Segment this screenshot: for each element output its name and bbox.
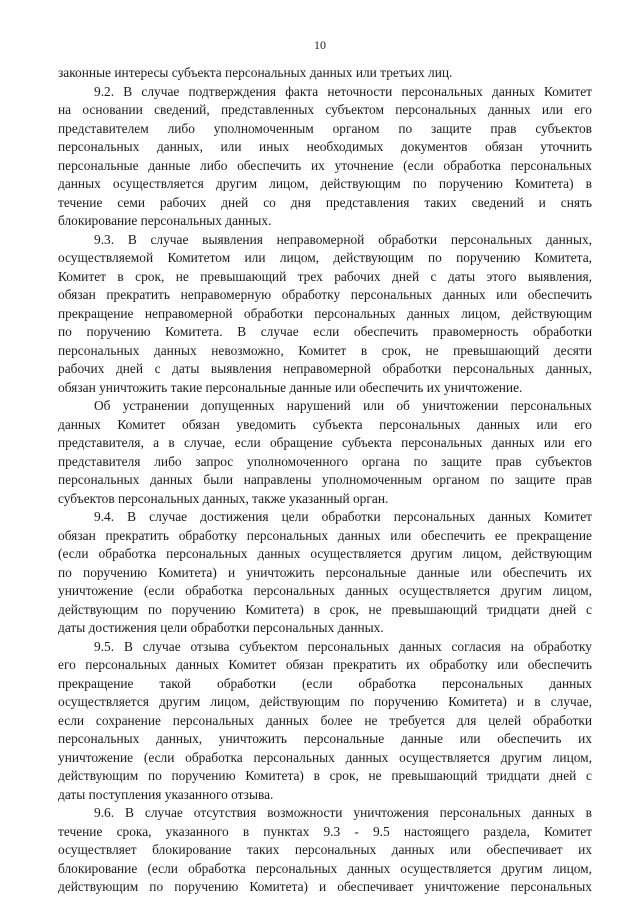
text-line: представителя, а в случае, если обращение субъекта персональных данных или его (58, 435, 592, 450)
page-number: 10 (314, 38, 326, 52)
text-line: персональные данные либо обеспечить их уточнение (если обработка персональных (58, 157, 592, 173)
text-line: персональных данных, или иных необходимых документов обязан уточнить (58, 139, 592, 154)
text-line: обязан прекратить неправомерную обработку персональных данных или обеспечить (58, 287, 592, 302)
text-line: данных Комитет обязан уведомить субъекта персональных данных или его (58, 416, 592, 432)
text-line: осуществляемой Комитетом или лицом, действующим по поручению Комитета, (58, 250, 592, 265)
text-line: 9.6. В случае отсутствия возможности уничтожения персональных данных в (94, 805, 592, 820)
text-line: 9.3. В случае выявления неправомерной обработки персональных данных, (94, 231, 592, 247)
text-line: даты достижения цели обработки персональных данных. (58, 620, 384, 635)
text-line: на основании сведений, представленных субъектом персональных данных или его (58, 102, 592, 117)
text-line: действующим по поручению Комитета) в срок, не превышающий тридцати дней с (58, 601, 592, 617)
text-line: 9.5. В случае отзыва субъектом персональных данных согласия на обработку (94, 638, 592, 654)
text-line: прекращение неправомерной обработки персональных данных лицом, действующим (58, 305, 592, 321)
text-line: персональных данных были направлены уполномоченным органом по защите прав (58, 472, 592, 487)
text-line: персональных данных, уничтожить персональные данные или обеспечить их (58, 731, 592, 746)
text-line: обязан уничтожить такие персональные данные или обеспечить их уничтожение. (58, 379, 523, 395)
text-line: 9.4. В случае достижения цели обработки персональных данных Комитет (94, 509, 592, 524)
text-line: блокирование (если обработка персональных данных осуществляется другим лицом, (58, 860, 592, 876)
text-line: если сохранение персональных данных более не требуется для целей обработки (58, 712, 592, 728)
text-line: прекращение такой обработки (если обработка персональных данных (58, 675, 592, 691)
text-line: уничтожение (если обработка персональных данных осуществляется другим лицом, (58, 583, 592, 598)
text-line: представителя либо запрос уполномоченного органа по защите прав субъектов (58, 453, 592, 469)
text-line: субъектов персональных данных, также указанный орган. (58, 490, 389, 506)
text-line: осуществляется другим лицом, действующим по поручению Комитета) и в случае, (58, 694, 592, 709)
text-line: действующим по поручению Комитета) и обеспечивает уничтожение персональных (58, 879, 592, 894)
text-line: персональных данных невозможно, Комитет в срок, не превышающий десяти (58, 342, 592, 358)
text-line: рабочих дней с даты выявления неправомерной обработки персональных данных, (58, 361, 592, 376)
text-line: представителем либо уполномоченным органом по защите прав субъектов (58, 120, 592, 136)
text-line: осуществляет блокирование таких персональных данных или обеспечивает их (58, 842, 592, 857)
text-line: даты поступления указанного отзыва. (58, 786, 274, 802)
text-line: блокирование персональных данных. (58, 213, 272, 228)
text-line: течение семи рабочих дней со дня представления таких сведений и снять (58, 194, 592, 210)
text-line: по поручению Комитета. В случае если обеспечить правомерность обработки (58, 324, 592, 339)
text-line: (если обработка персональных данных осуществляется другим лицом, действующим (58, 546, 592, 561)
text-line: его персональных данных Комитет обязан прекратить их обработку или обеспечить (58, 657, 592, 672)
text-line: Комитет в срок, не превышающий трех рабочих дней с даты этого выявления, (58, 268, 592, 284)
text-line: по поручению Комитета) и уничтожить персональные данные или обеспечить их (58, 564, 592, 580)
text-line: уничтожение (если обработка персональных данных осуществляется другим лицом, (58, 749, 592, 765)
text-line: данных осуществляется другим лицом, действующим по поручению Комитета) в (58, 176, 592, 191)
text-line: законные интересы субъекта персональных данных или третьих лиц. (58, 65, 453, 80)
text-line: действующим по поручению Комитета) в срок, не превышающий тридцати дней с (58, 768, 592, 783)
text-line: течение срока, указанного в пунктах 9.3 - 9.5 настоящего раздела, Комитет (58, 823, 592, 839)
text-line: 9.2. В случае подтверждения факта неточности персональных данных Комитет (94, 83, 592, 99)
text-line: Об устранении допущенных нарушений или об уничтожении персональных (94, 398, 592, 413)
text-line: обязан прекратить обработку персональных данных или обеспечить ее прекращение (58, 527, 592, 543)
document-body (58, 64, 592, 897)
